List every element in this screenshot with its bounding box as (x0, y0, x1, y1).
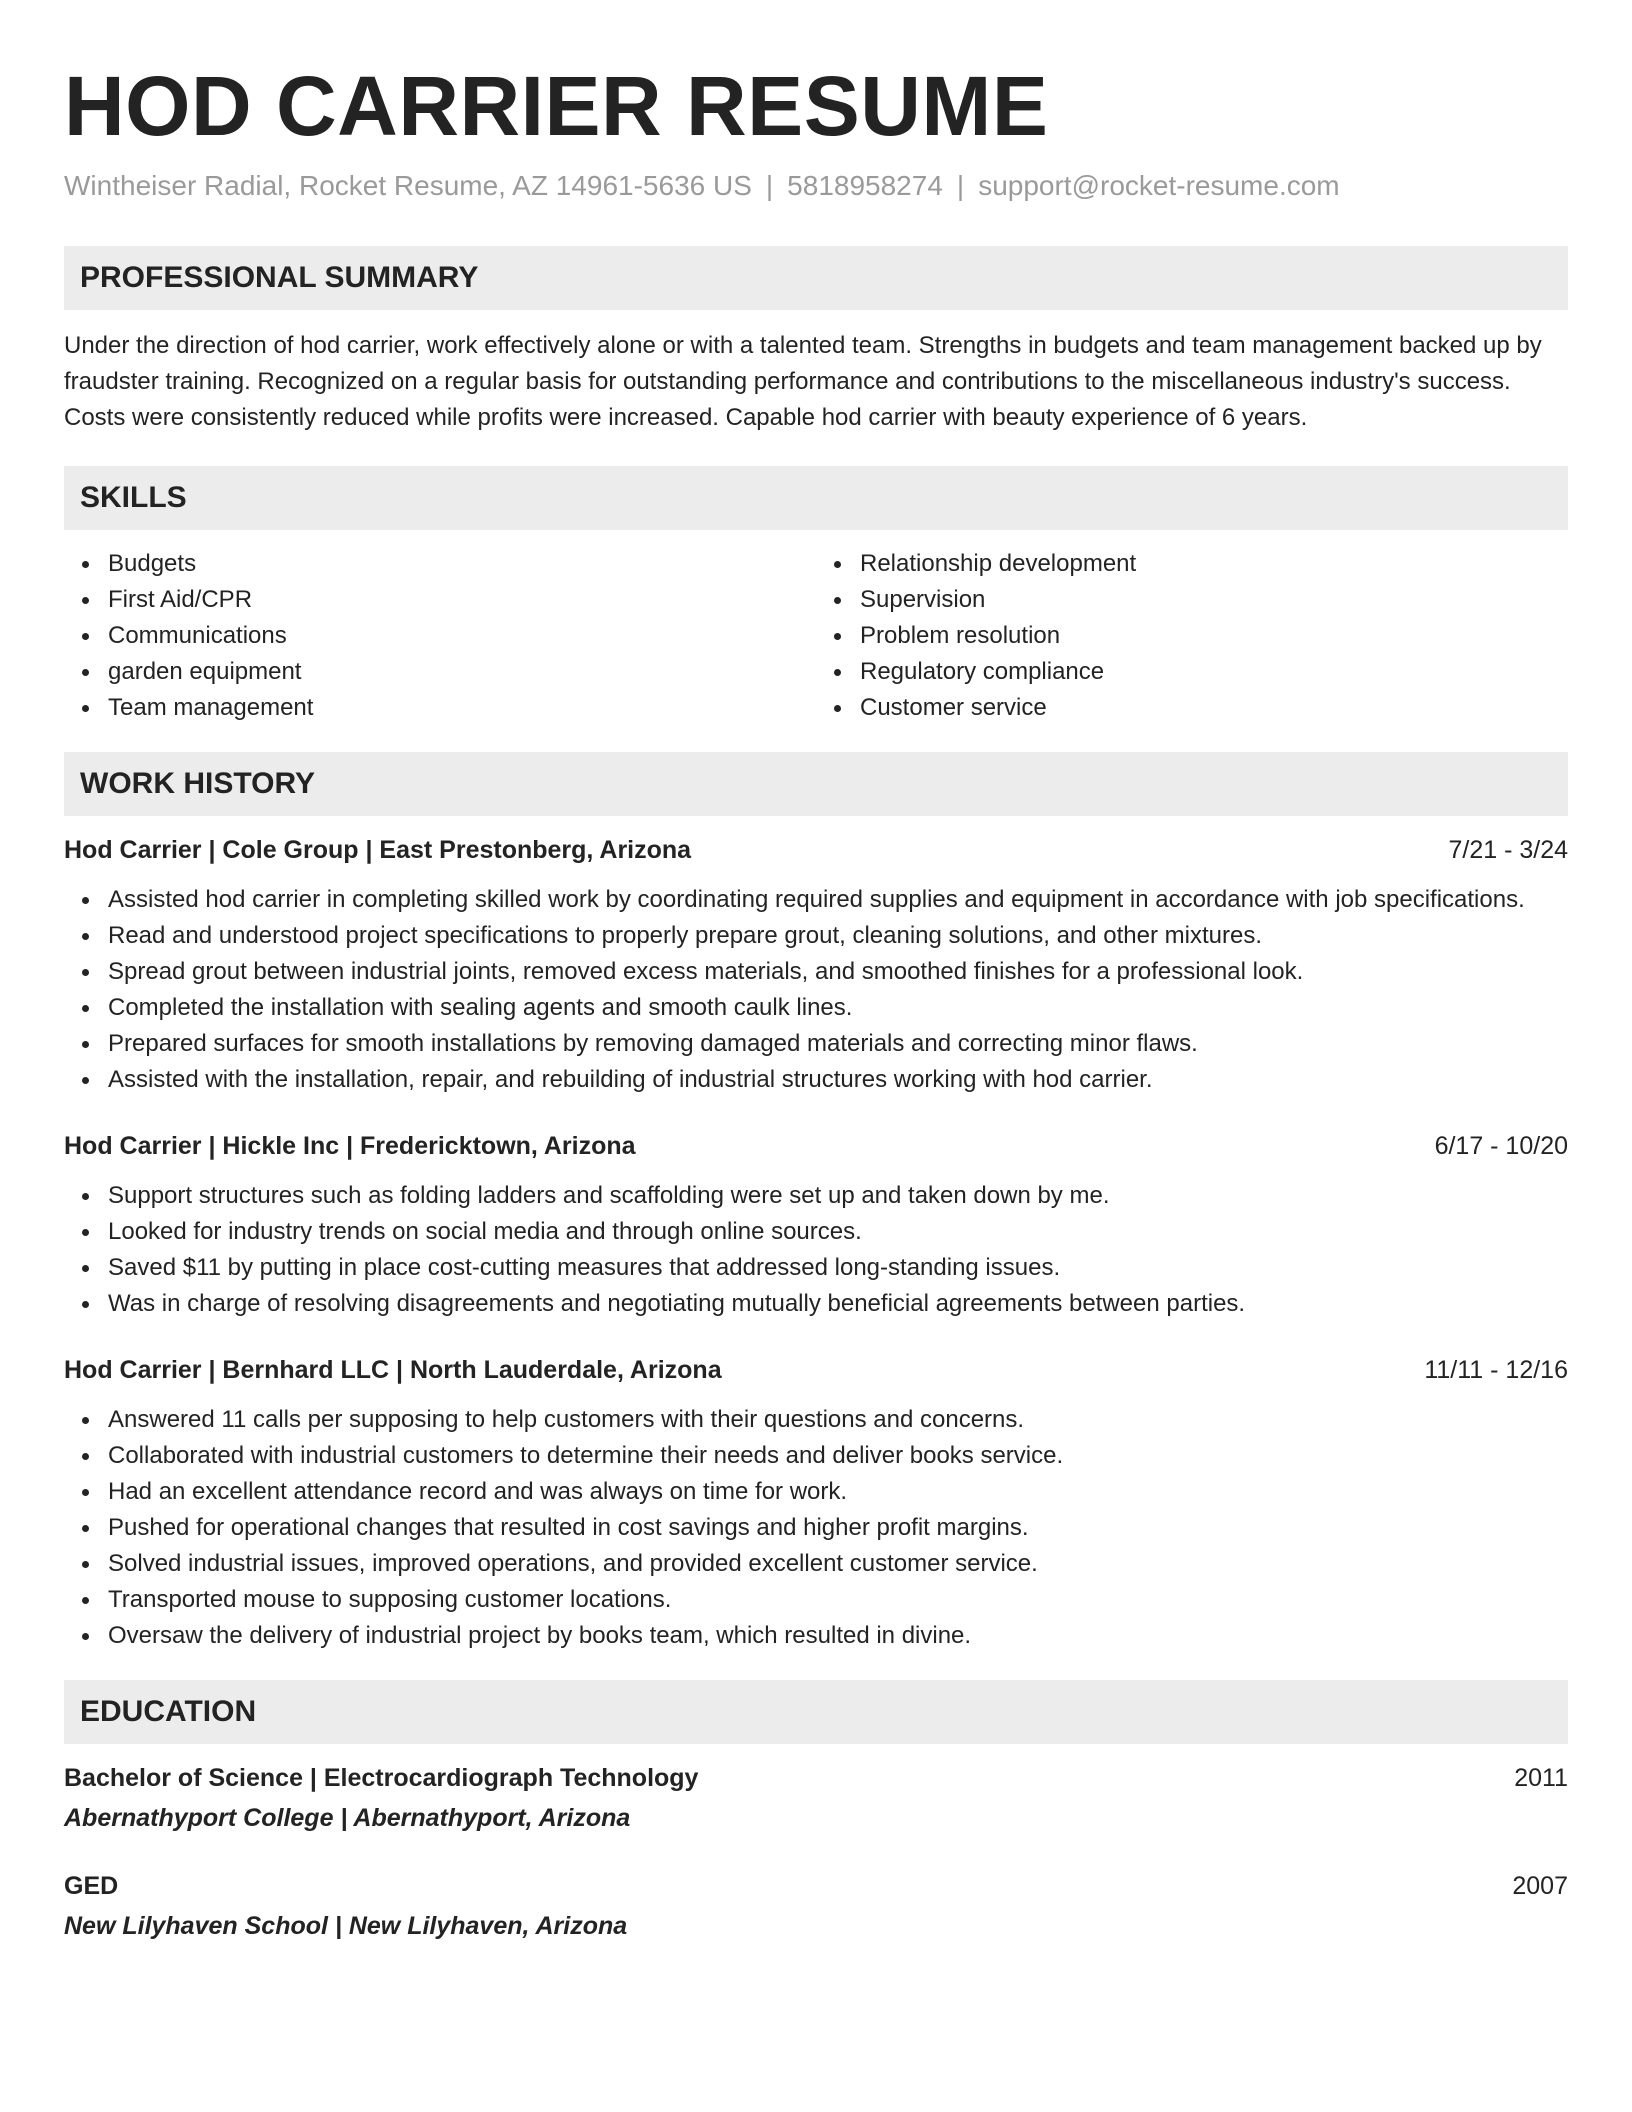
job-bullet: Collaborated with industrial customers to determine their needs and deliver books service. (108, 1438, 1568, 1474)
summary-text: Under the direction of hod carrier, work effectively alone or with a talented team. Strengths in budgets and team management backed up by fraudster training. Recognized on a regular basis for outstanding performance and contributions to the miscellaneous industry's success. Costs were consistently reduced while profits were increased. Capable hod carrier with beauty experience of 6 years. (64, 332, 1542, 431)
education-entry (64, 1868, 1568, 1944)
job-title: Hod Carrier | Hickle Inc | Fredericktown, Arizona (64, 1132, 636, 1160)
contact-line (64, 166, 1568, 206)
education-degree: GED (64, 1872, 119, 1900)
summary-section (64, 246, 1568, 436)
contact-phone: 5818958274 (787, 170, 943, 201)
job-bullet: Oversaw the delivery of industrial project by books team, which resulted in divine. (108, 1618, 1568, 1654)
job-bullet: Completed the installation with sealing agents and smooth caulk lines. (108, 990, 1568, 1026)
education-school: Abernathyport College | Abernathyport, Arizona (64, 1804, 631, 1832)
job-bullet: Solved industrial issues, improved operations, and provided excellent customer service. (108, 1546, 1568, 1582)
job-bullet: Spread grout between industrial joints, removed excess materials, and smoothed finishes for a professional look. (108, 954, 1568, 990)
job-bullet: Was in charge of resolving disagreements and negotiating mutually beneficial agreements between parties. (108, 1286, 1568, 1322)
education-year: 2011 (1514, 1764, 1568, 1792)
education-heading: EDUCATION (64, 1680, 1568, 1744)
skill-item: Relationship development (860, 546, 1568, 582)
job-bullet: Pushed for operational changes that resulted in cost savings and higher profit margins. (108, 1510, 1568, 1546)
job-entry (64, 1128, 1568, 1322)
skill-item: Problem resolution (860, 618, 1568, 654)
skill-item: Budgets (108, 546, 816, 582)
education-school: New Lilyhaven School | New Lilyhaven, Arizona (64, 1912, 628, 1940)
skill-item: Regulatory compliance (860, 654, 1568, 690)
job-dates: 7/21 - 3/24 (1448, 836, 1568, 864)
job-entry (64, 1352, 1568, 1654)
job-title: Hod Carrier | Bernhard LLC | North Lauderdale, Arizona (64, 1356, 722, 1384)
education-header (64, 1868, 1568, 1904)
work-history-heading: WORK HISTORY (64, 752, 1568, 816)
skill-item: garden equipment (108, 654, 816, 690)
job-bullets (64, 1402, 1568, 1654)
contact-address: Wintheiser Radial, Rocket Resume, AZ 14961-5636 US (64, 170, 752, 201)
skills-column-left (64, 546, 816, 726)
job-header (64, 832, 1568, 868)
education-degree: Bachelor of Science | Electrocardiograph Technology (64, 1764, 699, 1792)
job-dates: 6/17 - 10/20 (1434, 1132, 1568, 1160)
job-bullet: Support structures such as folding ladders and scaffolding were set up and taken down by me. (108, 1178, 1568, 1214)
contact-separator: | (765, 170, 774, 201)
education-header (64, 1760, 1568, 1796)
work-history-section (64, 752, 1568, 1654)
education-section (64, 1680, 1568, 1944)
job-header (64, 1128, 1568, 1164)
job-dates: 11/11 - 12/16 (1424, 1356, 1568, 1384)
education-entry (64, 1760, 1568, 1836)
job-bullet: Saved $11 by putting in place cost-cutting measures that addressed long-standing issues. (108, 1250, 1568, 1286)
skills-column-right (816, 546, 1568, 726)
skills-section (64, 466, 1568, 726)
skill-item: Communications (108, 618, 816, 654)
resume-title: HOD CARRIER RESUME (64, 59, 1049, 153)
contact-separator: | (956, 170, 965, 201)
job-bullet: Transported mouse to supposing customer locations. (108, 1582, 1568, 1618)
job-bullet: Looked for industry trends on social media and through online sources. (108, 1214, 1568, 1250)
job-bullet: Assisted with the installation, repair, and rebuilding of industrial structures working with hod carrier. (108, 1062, 1568, 1098)
job-bullet: Had an excellent attendance record and was always on time for work. (108, 1474, 1568, 1510)
skill-item: Customer service (860, 690, 1568, 726)
skill-item: Supervision (860, 582, 1568, 618)
job-bullets (64, 1178, 1568, 1322)
job-bullet: Read and understood project specifications to properly prepare grout, cleaning solutions, and other mixtures. (108, 918, 1568, 954)
job-title: Hod Carrier | Cole Group | East Prestonberg, Arizona (64, 836, 692, 864)
job-bullet: Answered 11 calls per supposing to help customers with their questions and concerns. (108, 1402, 1568, 1438)
skill-item: First Aid/CPR (108, 582, 816, 618)
skill-item: Team management (108, 690, 816, 726)
job-bullet: Assisted hod carrier in completing skilled work by coordinating required supplies and equipment in accordance with job specifications. (108, 882, 1568, 918)
summary-heading: PROFESSIONAL SUMMARY (64, 246, 1568, 310)
job-entry (64, 832, 1568, 1098)
education-year: 2007 (1512, 1872, 1568, 1900)
job-bullets (64, 882, 1568, 1098)
job-header (64, 1352, 1568, 1388)
skills-list (64, 546, 1568, 726)
contact-email: support@rocket-resume.com (978, 170, 1340, 201)
job-bullet: Prepared surfaces for smooth installations by removing damaged materials and correcting minor flaws. (108, 1026, 1568, 1062)
skills-heading: SKILLS (64, 466, 1568, 530)
